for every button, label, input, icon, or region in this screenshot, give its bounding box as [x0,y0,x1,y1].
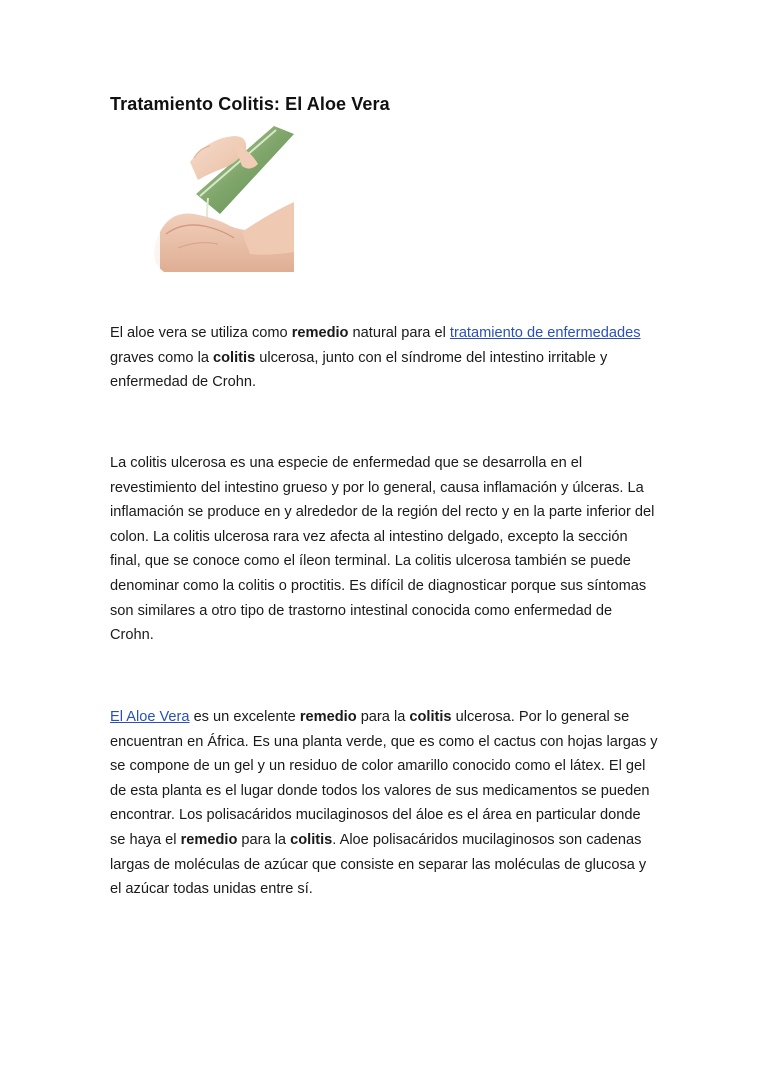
bold-text: remedio [180,831,238,848]
bold-text: remedio [291,325,349,341]
bold-text: colitis [409,709,452,725]
text-segment: para la [356,709,410,725]
text-link[interactable]: El Aloe Vera [110,709,190,725]
text-segment: ulcerosa. Por lo general se encuentran en África. Es una planta verde, que es como el cactus con hojas largas y se compone de un gel y un residuo de color amarillo conocido como el látex. El gel de esta planta es el lugar donde todos los valores de sus medicamentos se pueden encontrar. Los polisacáridos mucilaginosos del áloe es el área en particular donde se haya el [110,709,658,848]
text-segment: El aloe vera se utiliza como [110,325,292,341]
text-link[interactable]: tratamiento de enfermedades [449,325,641,341]
text-segment: para la [237,831,291,848]
aloe-hands-photo [138,122,294,272]
paragraph-1 [110,321,658,395]
text-segment: es un excelente [189,709,300,725]
text-segment: natural para el [348,325,450,341]
text-segment: . Aloe polisacáridos mucilaginosos son cadenas largas de moléculas de azúcar que consiste en separar las moléculas de glucosa y el azúcar todas unidas entre sí. [110,831,647,898]
bold-text: colitis [213,349,256,366]
paragraph-2 [110,451,658,648]
text-segment: La colitis ulcerosa es una especie de enfermedad que se desarrolla en el revestimiento del intestino grueso y por lo general, causa inflamación y úlceras. La inflamación se produce en y alrededor de la región del recto y en la parte inferior del colon. La colitis ulcerosa rara vez afecta al intestino delgado, excepto la sección final, que se conoce como el íleon terminal. La colitis ulcerosa también se puede denominar como la colitis o proctitis. Es difícil de diagnosticar porque sus síntomas son similares a otro tipo de trastorno intestinal conocida como enfermedad de Crohn. [110,455,655,644]
text-segment: graves como la [110,349,214,366]
text-segment: ulcerosa, junto con el síndrome del intestino irritable y enfermedad de Crohn. [110,349,608,391]
bold-text: remedio [299,709,357,725]
bold-text: colitis [290,831,333,848]
paragraph-3 [110,705,658,902]
page-title: Tratamiento Colitis: El Aloe Vera [110,94,390,114]
